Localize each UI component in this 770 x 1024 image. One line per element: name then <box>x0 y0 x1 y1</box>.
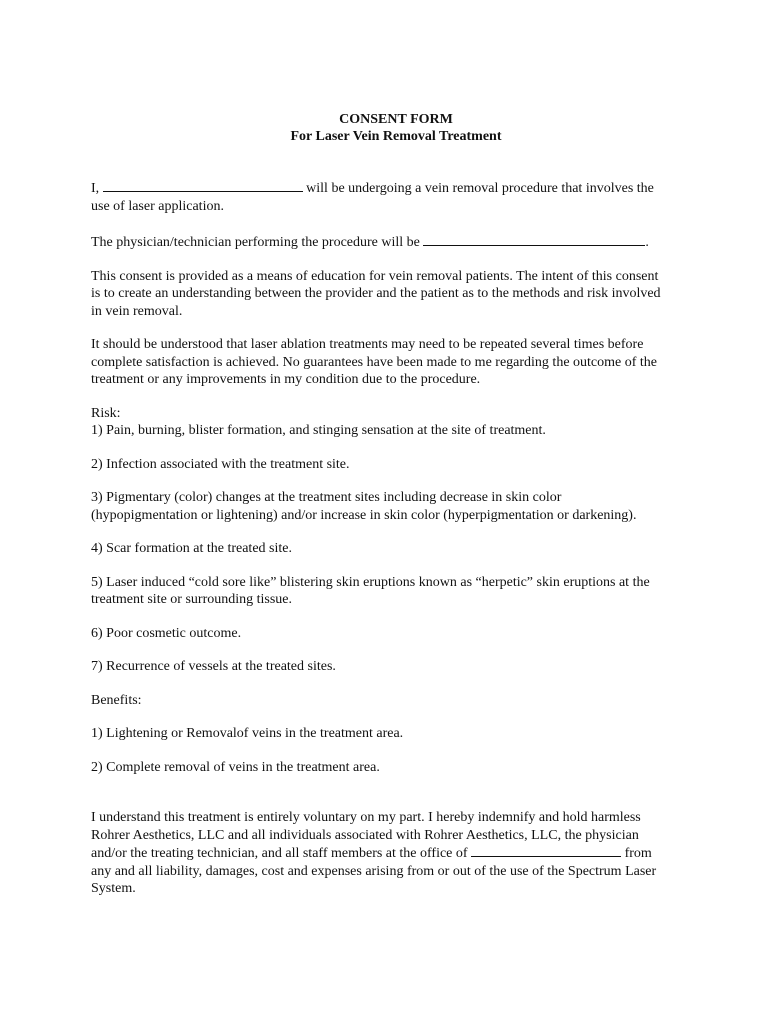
risk-item: 7) Recurrence of vessels at the treated sites. <box>91 659 336 674</box>
risk-item-line: 3) Pigmentary (color) changes at the treatment sites including decrease in skin color <box>91 490 562 505</box>
office-name-blank[interactable] <box>471 844 621 857</box>
consent-line: is to create an understanding between the provider and the patient as to the methods and risk involved <box>91 286 661 301</box>
waiver-line: System. <box>91 881 136 896</box>
risk-item-line: (hypopigmentation or lightening) and/or increase in skin color (hyperpigmentation or darkening). <box>91 507 637 523</box>
risk-section <box>91 405 691 676</box>
waiver-line: any and all liability, damages, cost and expenses arising from or out of the use of the Spectrum Laser <box>91 863 657 879</box>
risk-item: 1) Pain, burning, blister formation, and stinging sensation at the site of treatment. <box>91 423 546 438</box>
intro-suffix: will be undergoing a vein removal procedure that involves the <box>306 181 654 196</box>
patient-intro-line <box>91 179 691 198</box>
benefit-item: 2) Complete removal of veins in the treatment area. <box>91 759 380 775</box>
patient-intro <box>91 179 691 215</box>
physician-line <box>91 233 691 252</box>
risk-item-line: treatment site or surrounding tissue. <box>91 592 293 607</box>
waiver-line: Rohrer Aesthetics, LLC and all individuals associated with Rohrer Aesthetics, LLC, the physician <box>91 827 639 843</box>
intro-line-2: use of laser application. <box>91 198 224 214</box>
risk-heading: Risk: <box>91 405 121 421</box>
risk-item: 2) Infection associated with the treatment site. <box>91 456 350 472</box>
ablation-paragraph <box>91 336 691 389</box>
patient-name-blank[interactable] <box>103 179 303 192</box>
ablation-line: treatment or any improvements in my condition due to the procedure. <box>91 372 481 387</box>
physician-prefix: The physician/technician performing the procedure will be <box>91 235 420 250</box>
benefit-item: 1) Lightening or Removalof veins in the treatment area. <box>91 726 404 741</box>
form-subtitle: For Laser Vein Removal Treatment <box>290 129 502 144</box>
consent-line: in vein removal. <box>91 303 183 319</box>
risk-item-line: 5) Laser induced “cold sore like” blistering skin eruptions known as “herpetic” skin eruptions at the <box>91 574 650 590</box>
benefits-heading: Benefits: <box>91 692 142 708</box>
risk-item: 4) Scar formation at the treated site. <box>91 541 292 556</box>
ablation-line: complete satisfaction is achieved. No guarantees have been made to me regarding the outcome of the <box>91 354 658 370</box>
consent-form-page <box>91 111 691 898</box>
waiver-line <box>91 844 691 863</box>
form-title: CONSENT FORM <box>339 112 453 127</box>
risk-item: 6) Poor cosmetic outcome. <box>91 625 242 641</box>
consent-line: This consent is provided as a means of education for vein removal patients. The intent of this consent <box>91 268 659 284</box>
intro-prefix: I, <box>91 181 100 196</box>
physician-suffix: . <box>645 235 649 250</box>
benefits-section <box>91 692 691 777</box>
waiver-line3-prefix: and/or the treating technician, and all staff members at the office of <box>91 846 468 861</box>
risk-item <box>91 574 691 609</box>
waiver-line3-suffix: from <box>624 846 652 861</box>
waiver-paragraph <box>91 809 691 898</box>
risk-item <box>91 489 691 524</box>
physician-name-blank[interactable] <box>423 233 645 246</box>
consent-paragraph <box>91 268 691 321</box>
ablation-line: It should be understood that laser ablation treatments may need to be repeated several times before <box>91 337 644 352</box>
waiver-line: I understand this treatment is entirely voluntary on my part. I hereby indemnify and hold harmless <box>91 810 641 825</box>
